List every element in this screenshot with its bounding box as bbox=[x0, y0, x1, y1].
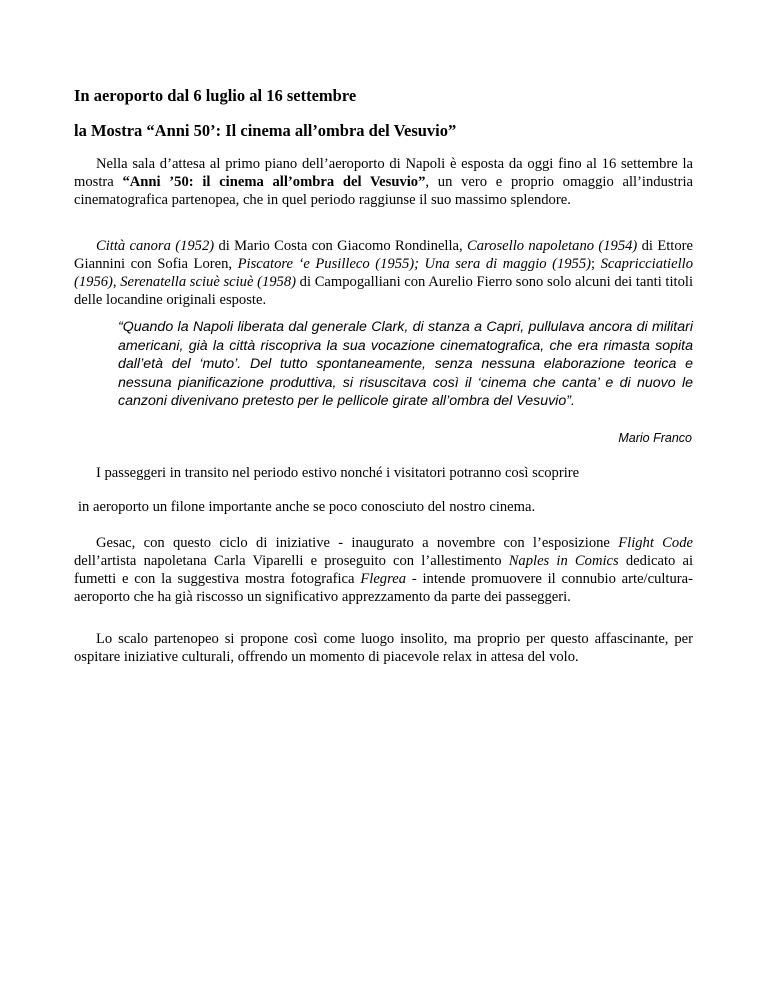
film-text-1: di Mario Costa con Giacomo Rondinella, bbox=[214, 238, 468, 254]
paragraph-gesac bbox=[74, 534, 693, 606]
intro-exhibition-name: “Anni ’50: il cinema all’ombra del Vesuvio” bbox=[122, 174, 426, 190]
heading-date-range: In aeroporto dal 6 luglio al 16 settembre bbox=[74, 86, 357, 105]
intro-text-c: , un vero e proprio omaggio all’industria cinematografica partenopea, che in quel periodo raggiunse il suo massimo splendore. bbox=[74, 174, 693, 208]
paragraph-intro bbox=[74, 155, 693, 209]
paragraph-passengers-cont: in aeroporto un filone importante anche se poco conosciuto del nostro cinema. bbox=[78, 499, 536, 515]
film-text-2: di Ettore Giannini con Sofia Loren, bbox=[74, 238, 693, 272]
paragraph-film-titles bbox=[74, 237, 693, 309]
gesac-text-g: - intende promuovere il connubio arte/cultura-aeroporto che ha già riscosso un significativo apprezzamento da parte dei passeggeri. bbox=[74, 571, 693, 605]
gesac-title-flight-code: Flight Code bbox=[618, 535, 693, 551]
heading-exhibition-title: la Mostra “Anni 50’: Il cinema all’ombra del Vesuvio” bbox=[74, 121, 457, 140]
gesac-text-e: dedicato ai fumetti e con la suggestiva mostra fotografica bbox=[74, 553, 694, 587]
gesac-title-flegrea: Flegrea bbox=[360, 571, 406, 587]
film-text-4: di Campogalliani con Aurelio Fierro sono solo alcuni dei tanti titoli delle locandine originali esposte. bbox=[74, 274, 693, 308]
gesac-text-a: Gesac, con questo ciclo di iniziative - inaugurato a novembre con l’esposizione bbox=[96, 535, 619, 551]
gesac-title-naples-in-comics: Naples in Comics bbox=[508, 553, 619, 569]
paragraph-passengers: I passeggeri in transito nel periodo estivo nonché i visitatori potranno così scoprire bbox=[96, 465, 580, 481]
film-title-carosello: Carosello napoletano (1954) bbox=[467, 238, 638, 254]
gesac-text-c: dell’artista napoletana Carla Viparelli e proseguito con l’allestimento bbox=[74, 553, 509, 569]
film-title-citta-canora: Città canora (1952) bbox=[96, 238, 215, 254]
intro-text-a: Nella sala d’attesa al primo piano dell’aeroporto di Napoli è esposta da oggi fino al 16 settembre la mostra bbox=[74, 156, 693, 190]
film-title-scapricciatiello: Scapricciatiello (1956), Serenatella sciuè sciuè (1958) bbox=[74, 256, 693, 290]
film-text-3: ; bbox=[591, 256, 601, 272]
paragraph-closing: Lo scalo partenopeo si propone così come luogo insolito, ma proprio per questo affascinante, per ospitare iniziative culturali, offrendo un momento di piacevole relax in attesa del volo. bbox=[74, 631, 693, 665]
film-title-piscatore: Piscatore ‘e Pusilleco (1955); Una sera di maggio (1955) bbox=[237, 256, 591, 272]
quote-block: “Quando la Napoli liberata dal generale Clark, di stanza a Capri, pullulava ancora di militari americani, già la città riscopriva la sua vocazione cinematografica, che era rimasta sopita dall’età del ‘muto’. Del tutto spontaneamente, senza nessuna elaborazione teorica e nessuna pianificazione produttiva, si risuscitava così il ‘cinema che canta’ e di nuovo le canzoni divenivano pretesto per le pellicole girate all’ombra del Vesuvio”. bbox=[118, 319, 693, 409]
quote-author: Mario Franco bbox=[618, 431, 692, 445]
